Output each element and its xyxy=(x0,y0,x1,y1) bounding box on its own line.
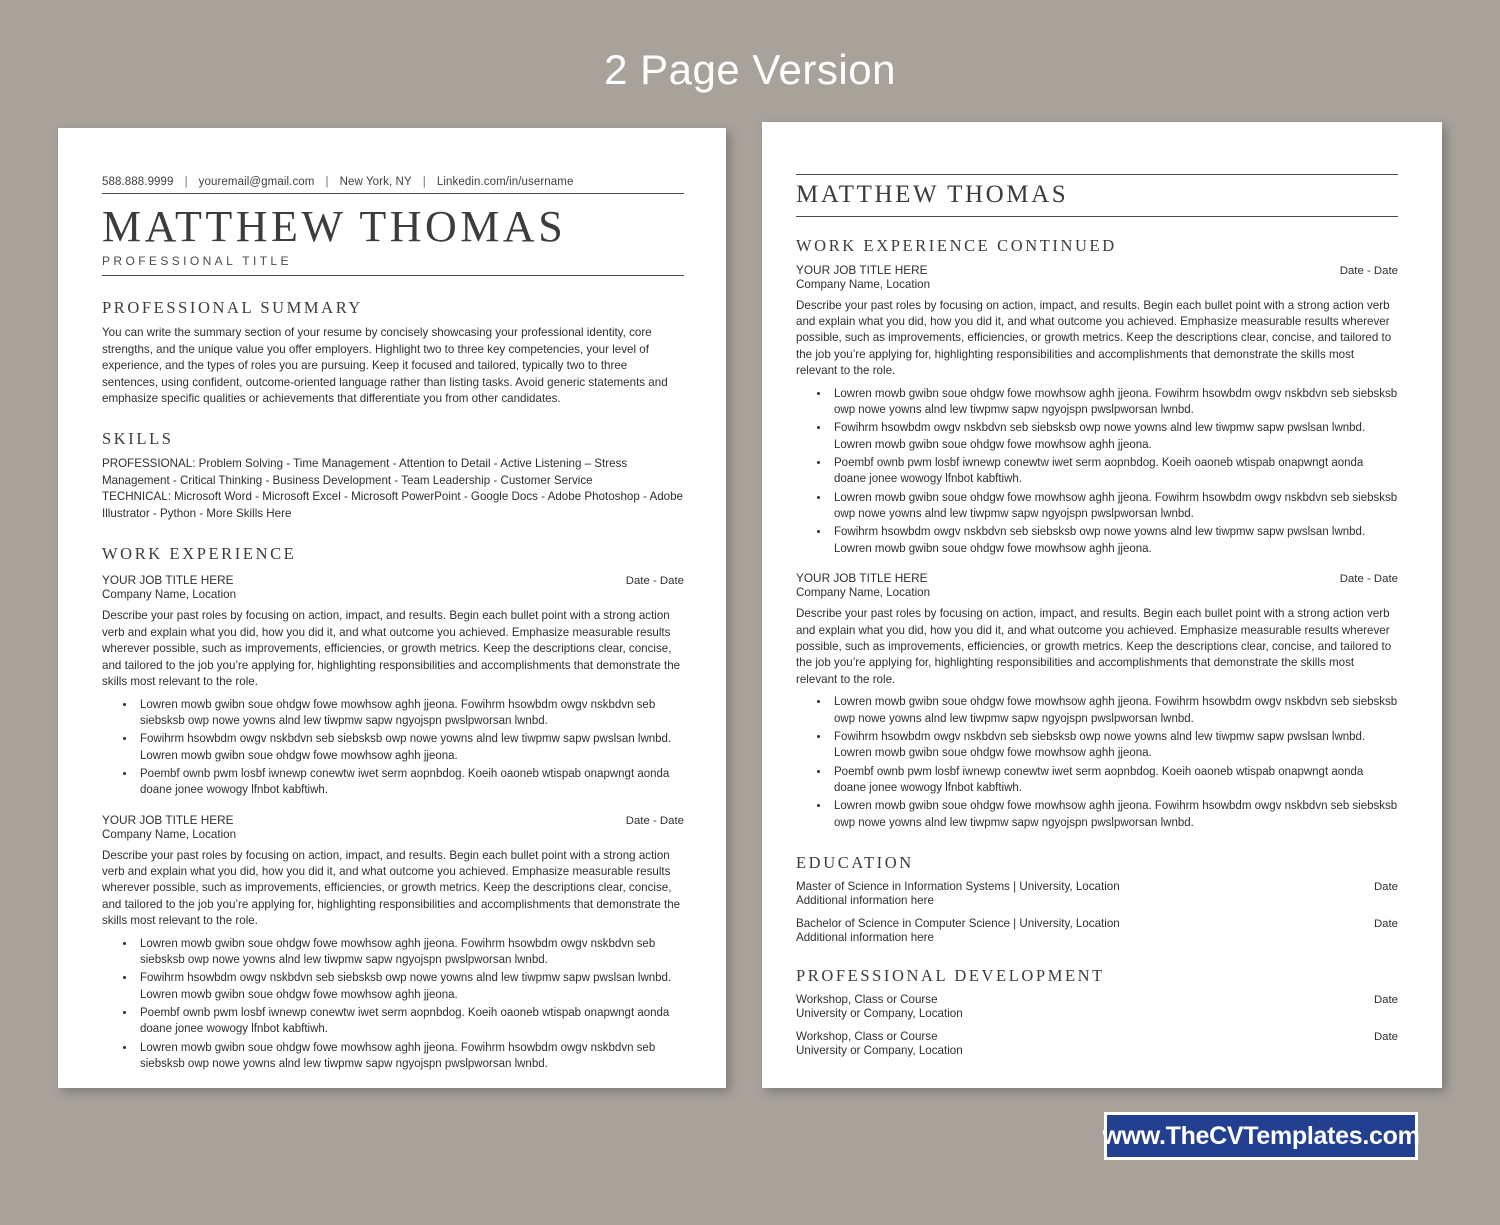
development-date: Date xyxy=(1373,993,1398,1006)
job-bullets xyxy=(102,936,684,1073)
contact-separator-2: | xyxy=(325,176,329,188)
job-description: Describe your past roles by focusing on action, impact, and results. Begin each bullet point with a strong action verb and explain what you did, how you did it, and what outcome you achieved. Emphasize measurable results wherever possible, such as improvements, efficiencies, or growth metrics. Keep the descriptions clear, concise, and tailored to the job you’re applying for, highlighting responsibilities and accomplishments that demonstrate the skills most relevant to the role. xyxy=(796,298,1392,378)
contact-row xyxy=(102,176,684,194)
job-title: YOUR JOB TITLE HERE xyxy=(796,571,928,586)
development-course: Workshop, Class or Course xyxy=(796,1029,938,1043)
development-organization: University or Company, Location xyxy=(796,1043,963,1057)
list-item: • Poembf ownb pwm losbf iwnewp conewtw iwet serm aopnbdog. Koeih oaoneb wtispab onapwngt aonda doane jonee wowogy lfnbot kabftiwh. xyxy=(136,766,684,799)
website-logo-text: www.TheCVTemplates.com xyxy=(1102,1121,1420,1150)
contact-phone: 588.888.9999 xyxy=(102,176,174,188)
job-header xyxy=(102,813,684,827)
banner-title: 2 Page Version xyxy=(604,46,896,93)
development-entry xyxy=(796,993,1398,1020)
job-title: YOUR JOB TITLE HERE xyxy=(796,262,928,277)
job-title: YOUR JOB TITLE HERE xyxy=(102,812,234,827)
contact-location: New York, NY xyxy=(339,176,412,188)
education-degree: Master of Science in Information Systems | University, Location xyxy=(796,879,1120,893)
contact-separator-3: | xyxy=(422,176,426,188)
contact-separator-1: | xyxy=(184,176,188,188)
development-entry xyxy=(796,1030,1398,1057)
section-heading-skills: SKILLS xyxy=(102,429,174,449)
job-date: Date - Date xyxy=(1339,264,1398,277)
job-bullets xyxy=(796,694,1398,831)
list-item: • Fowihrm hsowbdm owgv nskbdvn seb siebsksb owp nowe yowns alnd lew tiwpmw sapw pwslsan lwnbd. Lowren mowb gwibn soue ohdgw fowe mowhsow aghh jjeona. xyxy=(830,729,1398,762)
list-item: • Fowihrm hsowbdm owgv nskbdvn seb siebsksb owp nowe yowns alnd lew tiwpmw sapw pwslsan lwnbd. Lowren mowb gwibn soue ohdgw fowe mowhsow aghh jjeona. xyxy=(136,731,684,764)
section-heading-work-experience: WORK EXPERIENCE xyxy=(102,544,297,564)
job-header xyxy=(796,263,1398,277)
list-item: • Lowren mowb gwibn soue ohdgw fowe mowhsow aghh jjeona. Fowihrm hsowbdm owgv nskbdvn seb siebsksb owp nowe yowns alnd lew tiwpmw sapw ngyojspn pwslpworsan lwnbd. xyxy=(830,798,1398,831)
job-bullets xyxy=(102,697,684,799)
development-header xyxy=(796,1030,1398,1043)
work-entry xyxy=(102,573,684,798)
job-header xyxy=(102,573,684,587)
job-description: Describe your past roles by focusing on action, impact, and results. Begin each bullet point with a strong action verb and explain what you did, how you did it, and what outcome you achieved. Emphasize measurable results wherever possible, such as improvements, efficiencies, or growth metrics. Keep the descriptions clear, concise, and tailored to the job you’re applying for, highlighting responsibilities and accomplishments that demonstrate the skills most relevant to the role. xyxy=(796,607,1392,686)
list-item: • Poembf ownb pwm losbf iwnewp conewtw iwet serm aopnbdog. Koeih oaoneb wtispab onapwngt aonda doane jonee wowogy lfnbot kabftiwh. xyxy=(830,764,1398,797)
list-item: • Lowren mowb gwibn soue ohdgw fowe mowhsow aghh jjeona. Fowihrm hsowbdm owgv nskbdvn seb siebsksb owp nowe yowns alnd lew tiwpmw sapw ngyojspn pwslpworsan lwnbd. xyxy=(830,490,1398,523)
list-item: • Lowren mowb gwibn soue ohdgw fowe mowhsow aghh jjeona. Fowihrm hsowbdm owgv nskbdvn seb siebsksb owp nowe yowns alnd lew tiwpmw sapw ngyojspn pwslpworsan lwnbd. xyxy=(136,697,684,730)
job-company: Company Name, Location xyxy=(796,586,931,600)
job-date: Date - Date xyxy=(625,814,684,827)
skills-technical: TECHNICAL: Microsoft Word - Microsoft Excel - Microsoft PowerPoint - Google Docs - Adobe Photoshop - Adobe Illustrator - Python - More Skills Here xyxy=(102,490,683,520)
list-item: • Poembf ownb pwm losbf iwnewp conewtw iwet serm aopnbdog. Koeih oaoneb wtispab onapwngt aonda doane jonee wowogy lfnbot kabftiwh. xyxy=(830,455,1398,488)
page-title: MATTHEW THOMAS xyxy=(102,202,567,251)
job-company: Company Name, Location xyxy=(102,827,237,841)
section-heading-summary: PROFESSIONAL SUMMARY xyxy=(102,298,363,318)
list-item: • Poembf ownb pwm losbf iwnewp conewtw iwet serm aopnbdog. Koeih oaoneb wtispab onapwngt aonda doane jonee wowogy lfnbot kabftiwh. xyxy=(136,1005,684,1038)
education-date: Date xyxy=(1373,917,1398,930)
education-additional: Additional information here xyxy=(796,930,934,944)
development-header xyxy=(796,993,1398,1006)
job-title: YOUR JOB TITLE HERE xyxy=(102,573,234,588)
job-description: Describe your past roles by focusing on action, impact, and results. Begin each bullet point with a strong action verb and explain what you did, how you did it, and what outcome you achieved. Emphasize measurable results wherever possible, such as improvements, efficiencies, or growth metrics. Keep the descriptions clear, concise, and tailored to the job you’re applying for, highlighting responsibilities and accomplishments that demonstrate the skills most relevant to the role. xyxy=(102,848,681,928)
education-header xyxy=(796,917,1398,930)
development-date: Date xyxy=(1373,1030,1398,1043)
education-entry xyxy=(796,917,1398,944)
list-item: • Fowihrm hsowbdm owgv nskbdvn seb siebsksb owp nowe yowns alnd lew tiwpmw sapw pwslsan lwnbd. Lowren mowb gwibn soue ohdgw fowe mowhsow aghh jjeona. xyxy=(830,524,1398,557)
resume-page-1 xyxy=(58,128,726,1088)
section-heading-education: EDUCATION xyxy=(796,852,914,872)
section-heading-work-experience-continued: WORK EXPERIENCE CONTINUED xyxy=(796,235,1117,255)
contact-email: youremail@gmail.com xyxy=(198,176,315,188)
page2-name-header: MATTHEW THOMAS xyxy=(796,174,1398,217)
education-header xyxy=(796,880,1398,893)
work-entry xyxy=(796,263,1398,558)
list-item: • Lowren mowb gwibn soue ohdgw fowe mowhsow aghh jjeona. Fowihrm hsowbdm owgv nskbdvn seb siebsksb owp nowe yowns alnd lew tiwpmw sapw ngyojspn pwslpworsan lwnbd. xyxy=(136,936,684,969)
summary-text: You can write the summary section of your resume by concisely showcasing your professional identity, core strengths, and the unique value you offer employers. Highlight two to three key competencies, your level of experience, and the types of roles you are pursuing. Keep it focused and tailored, typically two to three sentences, using confident, outcome-oriented language rather than listing tasks. Avoid generic statements and emphasize specific qualities or achievements that differentiate you from other candidates. xyxy=(102,326,668,405)
list-item: • Lowren mowb gwibn soue ohdgw fowe mowhsow aghh jjeona. Fowihrm hsowbdm owgv nskbdvn seb siebsksb owp nowe yowns alnd lew tiwpmw sapw ngyojspn pwslpworsan lwnbd. xyxy=(136,1040,684,1073)
job-company: Company Name, Location xyxy=(796,277,931,291)
job-header xyxy=(796,571,1398,585)
website-logo[interactable] xyxy=(1104,1112,1418,1160)
job-description: Describe your past roles by focusing on action, impact, and results. Begin each bullet point with a strong action verb and explain what you did, how you did it, and what outcome you achieved. Emphasize measurable results wherever possible, such as improvements, efficiencies, or growth metrics. Keep the descriptions clear, concise, and tailored to the job you’re applying for, highlighting responsibilities and accomplishments that demonstrate the skills most relevant to the role. xyxy=(102,609,681,689)
list-item: • Lowren mowb gwibn soue ohdgw fowe mowhsow aghh jjeona. Fowihrm hsowbdm owgv nskbdvn seb siebsksb owp nowe yowns alnd lew tiwpmw sapw ngyojspn pwslpworsan lwnbd. xyxy=(830,386,1398,419)
resume-page-2 xyxy=(762,122,1442,1088)
job-date: Date - Date xyxy=(1339,573,1398,586)
job-date: Date - Date xyxy=(625,575,684,588)
list-item: • Fowihrm hsowbdm owgv nskbdvn seb siebsksb owp nowe yowns alnd lew tiwpmw sapw pwslsan lwnbd. Lowren mowb gwibn soue ohdgw fowe mowhsow aghh jjeona. xyxy=(136,970,684,1003)
list-item: • Lowren mowb gwibn soue ohdgw fowe mowhsow aghh jjeona. Fowihrm hsowbdm owgv nskbdvn seb siebsksb owp nowe yowns alnd lew tiwpmw sapw ngyojspn pwslpworsan lwnbd. xyxy=(830,694,1398,727)
list-item: • Fowihrm hsowbdm owgv nskbdvn seb siebsksb owp nowe yowns alnd lew tiwpmw sapw pwslsan lwnbd. Lowren mowb gwibn soue ohdgw fowe mowhsow aghh jjeona. xyxy=(830,420,1398,453)
education-additional: Additional information here xyxy=(796,893,934,907)
development-course: Workshop, Class or Course xyxy=(796,992,938,1006)
education-degree: Bachelor of Science in Computer Science | University, Location xyxy=(796,916,1120,930)
contact-linkedin: Linkedin.com/in/username xyxy=(436,176,574,188)
development-organization: University or Company, Location xyxy=(796,1006,963,1020)
skills-professional: PROFESSIONAL: Problem Solving - Time Management - Attention to Detail - Active Listening – Stress Management - Critical Thinking - Business Development - Team Leadership - Customer Service xyxy=(102,457,628,487)
job-bullets xyxy=(796,386,1398,557)
job-company: Company Name, Location xyxy=(102,588,237,602)
work-entry xyxy=(796,571,1398,831)
professional-title: PROFESSIONAL TITLE xyxy=(102,254,684,276)
education-date: Date xyxy=(1373,880,1398,893)
section-heading-professional-development: PROFESSIONAL DEVELOPMENT xyxy=(796,965,1105,985)
education-entry xyxy=(796,880,1398,907)
work-entry xyxy=(102,813,684,1073)
